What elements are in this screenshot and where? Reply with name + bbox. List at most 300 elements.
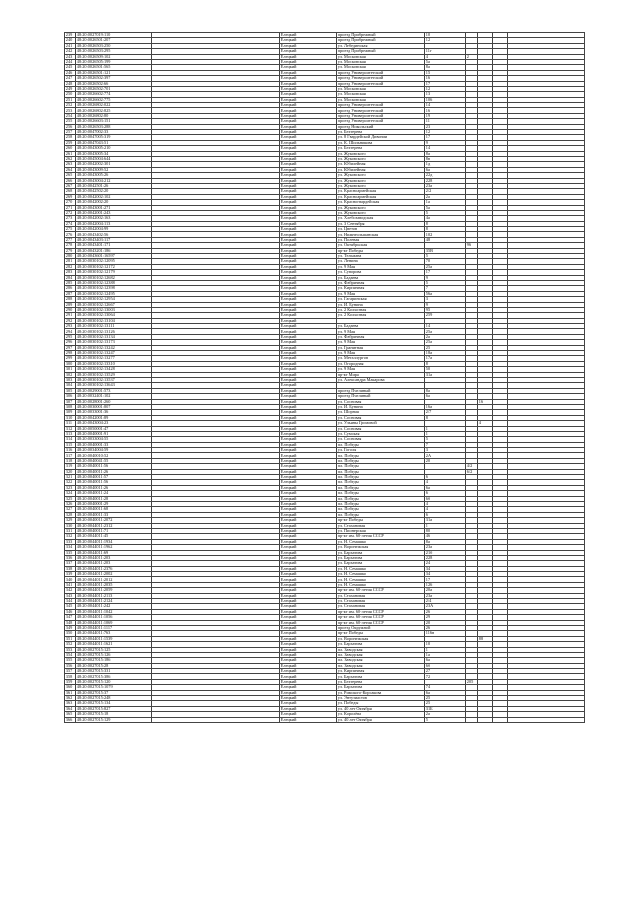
- cell-city: Елецкий: [280, 286, 337, 291]
- cell-city: Елецкий: [280, 243, 337, 248]
- cell-cadastral-number: 48:20:0030102:13003: [76, 307, 152, 312]
- cell-street: ул. Металлургов: [337, 356, 425, 361]
- cell-row-number: 268: [65, 189, 76, 194]
- cell-cadastral-number: 48:20:0044011:1042: [76, 609, 152, 614]
- cell-city: Елецкий: [280, 151, 337, 156]
- cell-city: Елецкий: [280, 329, 337, 334]
- cell-row-number: 288: [65, 297, 76, 302]
- cell-house-number: 1: [425, 647, 466, 652]
- cell-row-number: 342: [65, 588, 76, 593]
- cell-city: Елецкий: [280, 582, 337, 587]
- cell-street: ул. Стахановая: [337, 604, 425, 609]
- cell-cadastral-number: 48:20:0040011:26: [76, 485, 152, 490]
- cell-city: Елецкий: [280, 173, 337, 178]
- cell-cadastral-number: 48:20:0040011:71: [76, 528, 152, 533]
- cell-city: Елецкий: [280, 307, 337, 312]
- cell-cadastral-number: 48:20:0043004:23: [76, 421, 152, 426]
- cell-city: Елецкий: [280, 119, 337, 124]
- cell-cadastral-number: 48:20:0044011:2312: [76, 523, 152, 528]
- cell-house-number: 2А: [425, 453, 466, 458]
- cell-row-number: 242: [65, 49, 76, 54]
- cell-street: пл. Победы: [337, 442, 425, 447]
- cell-cadastral-number: 48:20:0043402:56: [76, 232, 152, 237]
- cell-street: ул. Октябрьская: [337, 243, 425, 248]
- cell-row-number: 261: [65, 151, 76, 156]
- cell-city: Елецкий: [280, 275, 337, 280]
- cell-row-number: 286: [65, 286, 76, 291]
- cell-row-number: 316: [65, 448, 76, 453]
- cell-row-number: 335: [65, 550, 76, 555]
- cell-house-number: 22д: [425, 173, 466, 178]
- cell-street: проезд Никольский: [337, 124, 425, 129]
- cell-cadastral-number: 48:20:0026501:565: [76, 65, 152, 70]
- cell-city: Елецкий: [280, 663, 337, 668]
- cell-house-number: 12: [425, 130, 466, 135]
- cell-street: пр-кт Мира: [337, 372, 425, 377]
- cell-cadastral-number: 48:20:0027015:1079: [76, 685, 152, 690]
- cell-row-number: 355: [65, 658, 76, 663]
- cell-row-number: 347: [65, 615, 76, 620]
- cell-city: Елецкий: [280, 70, 337, 75]
- cell-house-number: 8а: [425, 388, 466, 393]
- cell-city: Елецкий: [280, 264, 337, 269]
- cell-house-number: 7: [425, 286, 466, 291]
- cell-street: ул. 3 Сентября: [337, 221, 425, 226]
- cell-street: ул. Бархатова: [337, 550, 425, 555]
- cell-city: Елецкий: [280, 59, 337, 64]
- cell-city: Елецкий: [280, 280, 337, 285]
- cell-cadastral-number: 48:20:0030102:12954: [76, 297, 152, 302]
- cell-street: ул. Воронежская: [337, 545, 425, 550]
- cell-city: Елецкий: [280, 140, 337, 145]
- cell-row-number: 284: [65, 275, 76, 280]
- cell-cadastral-number: 48:20:0040011:24: [76, 491, 152, 496]
- cell-street: ул. Полевая: [337, 237, 425, 242]
- cell-row-number: 315: [65, 442, 76, 447]
- cell-row-number: 264: [65, 167, 76, 172]
- cell-cadastral-number: 48:20:0043004:212: [76, 178, 152, 183]
- cell-street: ул. Суворова: [337, 270, 425, 275]
- cell-city: Елецкий: [280, 475, 337, 480]
- cell-row-number: 291: [65, 313, 76, 318]
- cell-city: Елецкий: [280, 658, 337, 663]
- cell-row-number: 320: [65, 469, 76, 474]
- cell-house-number: 23А: [425, 604, 466, 609]
- cell-house-number: 2/2: [425, 189, 466, 194]
- cell-cadastral-number: 48:20:0044011:2376: [76, 566, 152, 571]
- cell-city: Елецкий: [280, 86, 337, 91]
- cell-street: ул. Красноармейская: [337, 189, 425, 194]
- cell-cadastral-number: 48:20:0030102:13126: [76, 329, 152, 334]
- cell-row-number: 282: [65, 264, 76, 269]
- cell-street: ул. Стахановая: [337, 593, 425, 598]
- cell-row-number: 297: [65, 345, 76, 350]
- cell-street: пл. Победы: [337, 496, 425, 501]
- cell-house-number: 23: [425, 124, 466, 129]
- cell-row-number: 253: [65, 108, 76, 113]
- cell-row-number: 255: [65, 119, 76, 124]
- cell-row-number: 348: [65, 620, 76, 625]
- cell-row-number: 362: [65, 696, 76, 701]
- cell-house-number: 8а: [425, 65, 466, 70]
- cell-cadastral-number: 48:20:0044011:1621: [76, 642, 152, 647]
- cell-cadastral-number: 48:20:0044011:763: [76, 631, 152, 636]
- cell-house-number: 46: [425, 534, 466, 539]
- cell-row-number: 278: [65, 243, 76, 248]
- cell-city: Елецкий: [280, 388, 337, 393]
- cell-row-number: 334: [65, 545, 76, 550]
- cell-cadastral-number: 48:20:0043403:117: [76, 237, 152, 242]
- cell-cadastral-number: 48:20:0033004:55: [76, 437, 152, 442]
- cell-extra-c: [493, 717, 508, 722]
- cell-row-number: 361: [65, 690, 76, 695]
- cell-cadastral-number: 48:20:0040011:56: [76, 480, 152, 485]
- cell-house-number: 1: [425, 431, 466, 436]
- cell-street: пл. Победы: [337, 464, 425, 469]
- cell-street: ул. Красногвардейская: [337, 200, 425, 205]
- cell-house-number: 20а: [425, 588, 466, 593]
- cell-city: Елецкий: [280, 448, 337, 453]
- cell-cadastral-number: 48:20:0040011:2072: [76, 518, 152, 523]
- cell-extra-b: 16: [478, 399, 493, 404]
- cell-cadastral-number: 48:20:0042501:26: [76, 183, 152, 188]
- cell-street: ул. Бехтерева: [337, 679, 425, 684]
- cell-street: пл. Победы: [337, 475, 425, 480]
- cell-row-number: 283: [65, 270, 76, 275]
- cell-city: Елецкий: [280, 690, 337, 695]
- cell-house-number: 20: [425, 458, 466, 463]
- cell-house-number: 13: [425, 92, 466, 97]
- cell-house-number: 23а: [425, 545, 466, 550]
- cell-row-number: 326: [65, 501, 76, 506]
- cell-house-number: 16: [425, 108, 466, 113]
- cell-city: Елецкий: [280, 431, 337, 436]
- cell-house-number: 4а: [425, 216, 466, 221]
- cell-house-number: 5: [425, 280, 466, 285]
- cell-house-number: 16: [425, 76, 466, 81]
- cell-cadastral-number: 48:20:0026603:151: [76, 119, 152, 124]
- cell-street: ул. Жуковского: [337, 151, 425, 156]
- cell-row-number: 350: [65, 631, 76, 636]
- cell-cadastral-number: 48:20:0034004:59: [76, 448, 152, 453]
- cell-cadastral-number: 48:20:0026501:207: [76, 38, 152, 43]
- cell-street: ул. Бадаева: [337, 275, 425, 280]
- cell-city: Елецкий: [280, 717, 337, 722]
- cell-row-number: 353: [65, 647, 76, 652]
- cell-house-number: 15: [425, 70, 466, 75]
- cell-cadastral-number: 48:20:0026502:701: [76, 86, 152, 91]
- cell-city: Елецкий: [280, 92, 337, 97]
- cell-street: ул. Жуковского: [337, 173, 425, 178]
- cell-house-number: 228: [425, 555, 466, 560]
- cell-street: ул. Сосновая: [337, 426, 425, 431]
- cell-cadastral-number: 48:20:0047005:319: [76, 135, 152, 140]
- cell-house-number: 7: [425, 442, 466, 447]
- cell-row-number: 275: [65, 227, 76, 232]
- cell-row-number: 319: [65, 464, 76, 469]
- cell-row-number: 301: [65, 367, 76, 372]
- cell-street: ул. Сумская: [337, 431, 425, 436]
- cell-street: пл. Победы: [337, 507, 425, 512]
- cell-city: Елецкий: [280, 588, 337, 593]
- cell-street: ул. 2 Колхозная: [337, 313, 425, 318]
- cell-street: ул. Бархатова: [337, 685, 425, 690]
- cell-house-number: 17: [425, 270, 466, 275]
- cell-city: Елецкий: [280, 124, 337, 129]
- cell-city: Елецкий: [280, 599, 337, 604]
- cell-street: ул. Жуковского: [337, 205, 425, 210]
- cell-house-number: 27: [425, 669, 466, 674]
- cell-city: Елецкий: [280, 593, 337, 598]
- cell-street: ул. 9 Мая: [337, 291, 425, 296]
- cell-street: ул. 9 Мая: [337, 351, 425, 356]
- cell-city: Елецкий: [280, 485, 337, 490]
- cell-city: Елецкий: [280, 334, 337, 339]
- cell-cadastral-number: 48:20:0030102:12495: [76, 291, 152, 296]
- cell-row-number: 322: [65, 480, 76, 485]
- cell-row-number: 241: [65, 43, 76, 48]
- cell-row-number: 262: [65, 156, 76, 161]
- cell-city: Елецкий: [280, 437, 337, 442]
- cell-house-number: 19: [425, 113, 466, 118]
- cell-house-number: 5: [425, 254, 466, 259]
- cell-house-number: 17: [425, 135, 466, 140]
- cell-city: Елецкий: [280, 313, 337, 318]
- cell-street: ул. Н. Семашко: [337, 582, 425, 587]
- cell-row-number: 331: [65, 528, 76, 533]
- cell-row-number: 364: [65, 706, 76, 711]
- cell-row-number: 359: [65, 679, 76, 684]
- cell-row-number: 333: [65, 539, 76, 544]
- cell-city: Елецкий: [280, 194, 337, 199]
- cell-extra-a: [466, 717, 478, 722]
- cell-city: Елецкий: [280, 210, 337, 215]
- cell-row-number: 292: [65, 318, 76, 323]
- cell-cadastral-number: 48:20:0043601:16597: [76, 254, 152, 259]
- cell-street: ул. Воронежская: [337, 636, 425, 641]
- cell-row-number: 317: [65, 453, 76, 458]
- cell-row-number: 305: [65, 388, 76, 393]
- cell-house-number: 6: [425, 491, 466, 496]
- cell-city: Елецкий: [280, 351, 337, 356]
- cell-city: Елецкий: [280, 237, 337, 242]
- cell-row-number: 281: [65, 259, 76, 264]
- cell-cadastral-number: 48:20:0030001:807: [76, 404, 152, 409]
- cell-cadastral-number: 48:20:0027015:28: [76, 663, 152, 668]
- cell-house-number: 74: [425, 685, 466, 690]
- cell-cadastral-number: 48:20:0026505:199: [76, 59, 152, 64]
- cell-street: пл. Победы: [337, 512, 425, 517]
- cell-city: Елецкий: [280, 340, 337, 345]
- cell-city: Елецкий: [280, 248, 337, 253]
- cell-cadastral-number: 48:20:0040011:68: [76, 507, 152, 512]
- cell-row-number: 258: [65, 135, 76, 140]
- cell-city: Елецкий: [280, 65, 337, 70]
- cell-row-number: 356: [65, 663, 76, 668]
- cell-cadastral-number: 48:20:0040041:55: [76, 458, 152, 463]
- cell-house-number: 8а: [425, 539, 466, 544]
- cell-city: Елецкий: [280, 523, 337, 528]
- cell-cadastral-number: 48:20:0042001:89: [76, 415, 152, 420]
- cell-city: Елецкий: [280, 426, 337, 431]
- cell-row-number: 269: [65, 194, 76, 199]
- cell-street: ул. Жуковского: [337, 178, 425, 183]
- cell-street: ул. Ленина: [337, 259, 425, 264]
- cell-house-number: 5а: [425, 59, 466, 64]
- cell-row-number: 250: [65, 92, 76, 97]
- cell-city: Елецкий: [280, 135, 337, 140]
- cell-street: пр-кт им. 60-летия СССР: [337, 534, 425, 539]
- cell-row-number: 313: [65, 431, 76, 436]
- cell-city: Елецкий: [280, 221, 337, 226]
- cell-house-number: 3: [425, 297, 466, 302]
- cell-street: пл. Заводская: [337, 663, 425, 668]
- cell-cadastral-number: 48:20:0040001:91: [76, 431, 152, 436]
- cell-street: ул. Бехтерева: [337, 130, 425, 135]
- cell-row-number: 245: [65, 65, 76, 70]
- cell-street: ул. Огородная: [337, 361, 425, 366]
- cell-city: Елецкий: [280, 372, 337, 377]
- cell-row-number: 285: [65, 280, 76, 285]
- cell-cadastral-number: 48:20:0030102:12388: [76, 280, 152, 285]
- cell-cadastral-number: 48:20:0044011:203: [76, 555, 152, 560]
- cell-city: Елецкий: [280, 97, 337, 102]
- cell-cadastral-number: 48:20:0044011:1069: [76, 620, 152, 625]
- cell-house-number: 26: [425, 609, 466, 614]
- cell-cadastral-number: 48:20:0043009:52: [76, 167, 152, 172]
- cell-street: ул. Энтузиастов: [337, 696, 425, 701]
- register-body: [65, 33, 585, 723]
- cell-city: Елецкий: [280, 399, 337, 404]
- cell-row-number: 311: [65, 421, 76, 426]
- cell-house-number: 2а: [425, 712, 466, 717]
- cell-house-number: 14: [425, 103, 466, 108]
- cell-house-number: 23а: [425, 593, 466, 598]
- cell-street: ул. Королёва: [337, 712, 425, 717]
- cell-row-number: 263: [65, 162, 76, 167]
- cell-city: Елецкий: [280, 561, 337, 566]
- cell-city: Елецкий: [280, 620, 337, 625]
- cell-cadastral-number: 48:20:0027015:18: [76, 712, 152, 717]
- cell-row-number: 257: [65, 130, 76, 135]
- cell-cadastral-number: 48:20:0026503:295: [76, 49, 152, 54]
- cell-street: ул. Цветов: [337, 227, 425, 232]
- cell-cadastral-number: 48:20:0030102:13064: [76, 313, 152, 318]
- cell-house-number: 4: [425, 507, 466, 512]
- cell-row-number: 306: [65, 394, 76, 399]
- cell-row-number: 360: [65, 685, 76, 690]
- cell-city: Елецкий: [280, 254, 337, 259]
- cell-street: проезд Университетский: [337, 81, 425, 86]
- cell-street: ул. Жуковского: [337, 156, 425, 161]
- cell-street: ул. К. Шильникова: [337, 140, 425, 145]
- cell-row-number: 247: [65, 76, 76, 81]
- cell-cadastral-number: 48:20:0040011:26: [76, 469, 152, 474]
- cell-city: Елецкий: [280, 636, 337, 641]
- cell-row-number: 354: [65, 652, 76, 657]
- cell-house-number: 4: [425, 480, 466, 485]
- cell-street: проезд Университетский: [337, 76, 425, 81]
- cell-row-number: 272: [65, 210, 76, 215]
- cell-row-number: 290: [65, 307, 76, 312]
- cell-city: Елецкий: [280, 43, 337, 48]
- cell-cadastral-number: 48:20:0040011:28: [76, 496, 152, 501]
- cell-cadastral-number: 48:20:0044011:45: [76, 534, 152, 539]
- cell-row-number: 246: [65, 70, 76, 75]
- cell-cadastral-number: 48:20:0043401:171: [76, 243, 152, 248]
- cell-house-number: 24: [425, 561, 466, 566]
- cell-house-number: 21б: [425, 550, 466, 555]
- cell-street: пл. Победы: [337, 501, 425, 506]
- cell-house-number: 1д: [425, 162, 466, 167]
- cell-house-number: 2а: [425, 194, 466, 199]
- cell-row-number: 309: [65, 410, 76, 415]
- cell-house-number: 6: [425, 475, 466, 480]
- cell-house-number: 34: [425, 572, 466, 577]
- cell-house-number: 6: [425, 512, 466, 517]
- cell-cadastral-number: 48:20:0044011:2035: [76, 582, 152, 587]
- cell-city: Елецкий: [280, 216, 337, 221]
- cell-street: ул. Жуковского: [337, 183, 425, 188]
- cell-city: Елецкий: [280, 685, 337, 690]
- cell-cadastral-number: 48:20:0026503:250: [76, 43, 152, 48]
- cell-street: ул. Ульяны Громовой: [337, 421, 425, 426]
- cell-street: пл. Заводская: [337, 647, 425, 652]
- cell-house-number: 1: [425, 426, 466, 431]
- cell-city: Елецкий: [280, 539, 337, 544]
- cell-city: Елецкий: [280, 38, 337, 43]
- cell-row-number: 298: [65, 351, 76, 356]
- cell-house-number: 4: [425, 54, 466, 59]
- cell-row-number: 270: [65, 200, 76, 205]
- cell-street: ул. Бархатова: [337, 642, 425, 647]
- cell-city: Елецкий: [280, 378, 337, 383]
- cell-house-number: 20: [425, 620, 466, 625]
- cell-city: Елецкий: [280, 367, 337, 372]
- cell-street: ул. Жуковского: [337, 210, 425, 215]
- cell-city: Елецкий: [280, 604, 337, 609]
- cell-extra-b: [478, 717, 493, 722]
- cell-house-number: 2/4: [425, 599, 466, 604]
- cell-house-number: 8в: [425, 156, 466, 161]
- cell-street: ул. Римского-Корсакова: [337, 690, 425, 695]
- cell-street: ул. Фабричная: [337, 280, 425, 285]
- cell-house-number: 17а: [425, 356, 466, 361]
- cell-city: Елецкий: [280, 545, 337, 550]
- cell-street: ул. 40 лет Октября: [337, 706, 425, 711]
- cell-street: проезд Университетский: [337, 119, 425, 124]
- cell-city: Елецкий: [280, 480, 337, 485]
- cell-cadastral-number: 48:20:0030102:12682: [76, 275, 152, 280]
- cell-house-number: 72: [425, 674, 466, 679]
- cell-house-number: 18а: [425, 351, 466, 356]
- cell-extra-a: 2: [466, 54, 478, 59]
- cell-house-number: 6а: [425, 690, 466, 695]
- cell-city: Елецкий: [280, 453, 337, 458]
- cell-row-number: 289: [65, 302, 76, 307]
- cell-street: пл. Победы: [337, 469, 425, 474]
- cell-street: пр-кт им. 60-летия СССР: [337, 615, 425, 620]
- cell-cadastral-number: 48:20:0027015:386: [76, 674, 152, 679]
- cell-cadastral-number: 48:20:0030102:12095: [76, 259, 152, 264]
- cell-street: ул. Бадаева: [337, 324, 425, 329]
- cell-row-number: 312: [65, 426, 76, 431]
- cell-city: Елецкий: [280, 259, 337, 264]
- cell-house-number: 34: [425, 566, 466, 571]
- cell-row-number: 340: [65, 577, 76, 582]
- cell-city: Елецкий: [280, 577, 337, 582]
- cell-row-number: 338: [65, 566, 76, 571]
